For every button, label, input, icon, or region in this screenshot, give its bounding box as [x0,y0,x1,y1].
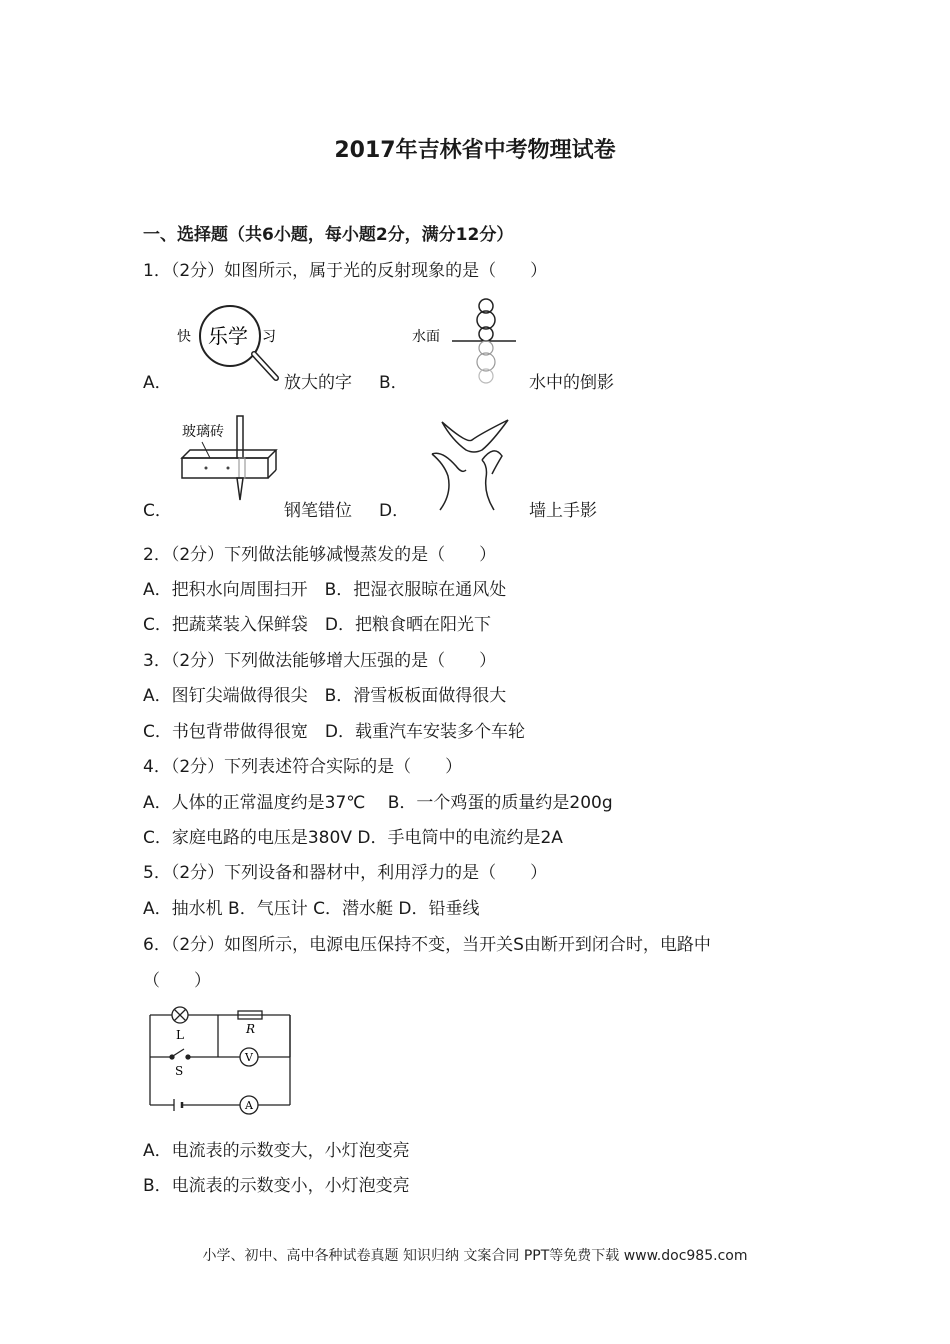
voltmeter-label: V [245,1051,253,1064]
question-4-stem: 4．（2分）下列表述符合实际的是（ ） [143,757,463,777]
question-1-stem: 1．（2分）如图所示，属于光的反射现象的是（ ） [143,261,548,281]
reflection-figure [408,296,518,386]
question-6-stem-paren: （ ） [143,971,211,991]
water-surface-label: 水面 [412,329,440,345]
ammeter-label: A [245,1099,253,1112]
q1-option-c-letter: C． [143,501,172,521]
q1-option-c-text: 钢笔错位 [284,501,352,521]
glass-brick-label: 玻璃砖 [182,424,224,440]
glass-brick-figure [172,414,282,508]
resistor-label: R [246,1022,256,1036]
magnifier-right-char: 习 [262,329,276,345]
magnifier-left-char: 快 [177,329,191,345]
hand-shadow-figure [422,414,522,512]
switch-label: S [175,1064,184,1078]
question-3-options-row1: A．图钉尖端做得很尖 B．滑雪板板面做得很大 [143,686,507,706]
question-2-options-row1: A．把积水向周围扫开 B．把湿衣服晾在通风处 [143,580,507,600]
q1-option-a-letter: A． [143,373,172,393]
question-6-stem: 6．（2分）如图所示，电源电压保持不变，当开关S由断开到闭合时，电路中 [143,935,711,955]
question-5-stem: 5．（2分）下列设备和器材中，利用浮力的是（ ） [143,863,548,883]
q1-option-b-text: 水中的倒影 [529,373,614,393]
magnifier-figure [170,296,290,386]
question-2-stem: 2．（2分）下列做法能够减慢蒸发的是（ ） [143,545,497,565]
question-3-options-row2: C．书包背带做得很宽 D．载重汽车安装多个车轮 [143,722,525,742]
q1-option-d-text: 墙上手影 [529,501,597,521]
page-title: 2017年吉林省中考物理试卷 [334,138,616,163]
page-footer: 小学、初中、高中各种试卷真题 知识归纳 文案合同 PPT等免费下载 www.doc985.com [202,1248,748,1264]
question-4-options-row2: C．家庭电路的电压是380V D．手电筒中的电流约是2A [143,828,563,848]
magnifier-center-chars: 乐学 [208,324,248,348]
q1-option-d-letter: D． [379,501,410,521]
circuit-diagram [146,1003,296,1115]
question-4-options-row1: A．人体的正常温度约是37℃ B．一个鸡蛋的质量约是200g [143,793,613,813]
question-6-option-a: A．电流表的示数变大，小灯泡变亮 [143,1141,410,1161]
question-3-stem: 3．（2分）下列做法能够增大压强的是（ ） [143,651,497,671]
section-heading: 一、选择题（共6小题，每小题2分，满分12分） [143,225,514,245]
question-6-option-b: B．电流表的示数变小，小灯泡变亮 [143,1176,410,1196]
q1-option-a-text: 放大的字 [284,373,352,393]
q1-option-b-letter: B． [379,373,408,393]
lamp-label: L [176,1028,184,1042]
question-5-options: A．抽水机 B．气压计 C．潜水艇 D．铅垂线 [143,899,480,919]
question-2-options-row2: C．把蔬菜装入保鲜袋 D．把粮食晒在阳光下 [143,615,491,635]
